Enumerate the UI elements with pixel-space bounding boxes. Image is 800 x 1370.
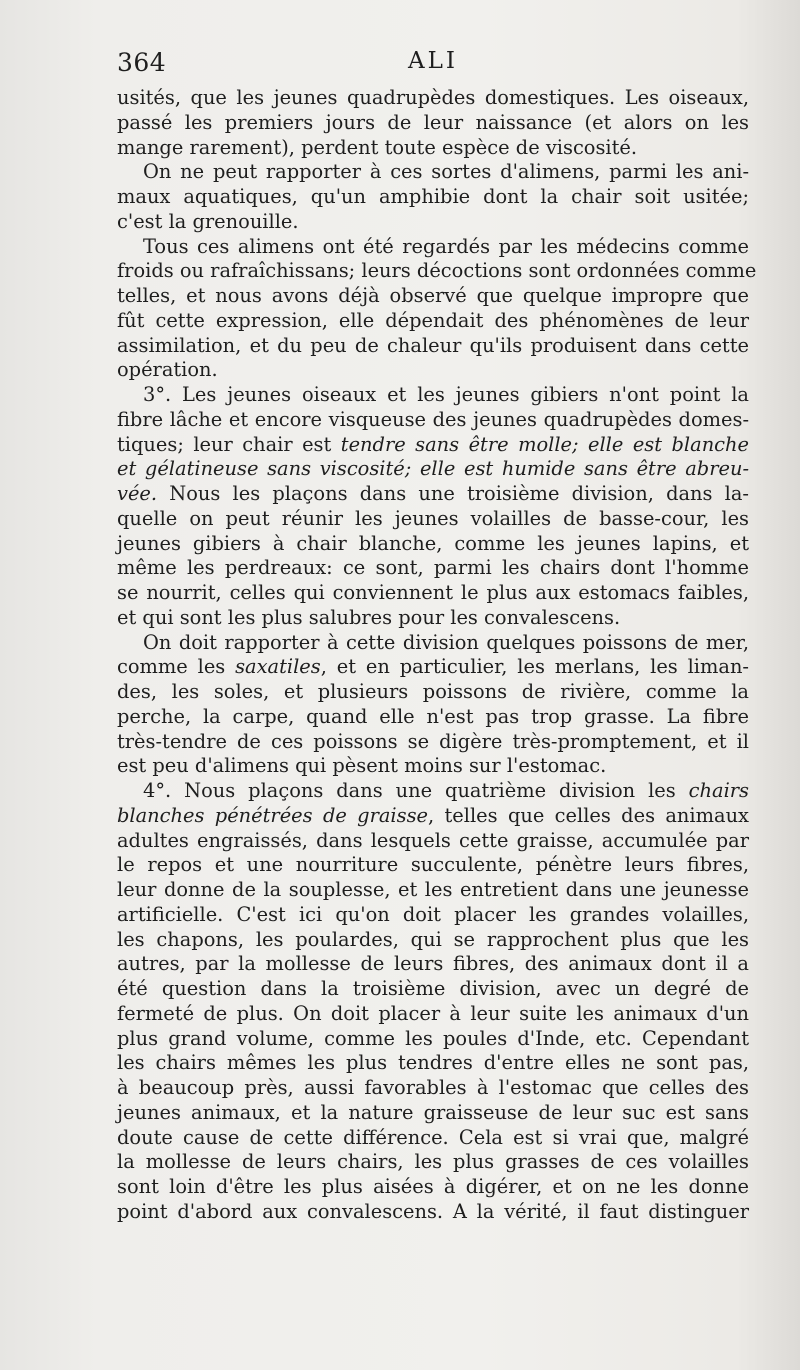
text-line: et qui sont les plus salubres pour les convalescens. xyxy=(117,605,621,629)
text-run: comme les xyxy=(117,655,236,679)
text-line: fermeté de plus. On doit placer à leur suite les animaux d'un xyxy=(117,1001,749,1025)
text-line: des, les soles, et plusieurs poissons de rivière, comme la xyxy=(117,680,749,703)
text-run: Nous les plaçons dans une troisième division, dans la- xyxy=(157,482,749,505)
text-line: à beaucoup près, aussi favorables à l'estomac que celles des xyxy=(117,1076,749,1099)
page-header xyxy=(117,48,749,82)
text-run: tiques; leur chair est xyxy=(117,432,341,456)
text-line: On doit rapporter à cette division quelques poissons de mer, xyxy=(143,630,749,654)
italic-run: vée. xyxy=(117,482,158,505)
text-line: c'est la grenouille. xyxy=(117,209,299,233)
text-line: jeunes animaux, et la nature graisseuse de leur suc est sans xyxy=(117,1100,749,1124)
text-line: très-tendre de ces poissons se digère très-promptement, et il xyxy=(117,729,749,753)
italic-run: chairs xyxy=(688,779,749,802)
text-line: telles, et nous avons déjà observé que quelque impropre que xyxy=(117,284,749,307)
text-line: jeunes gibiers à chair blanche, comme les jeunes lapins, et xyxy=(117,531,749,555)
text-run: 4°. Nous plaçons dans une quatrième division les xyxy=(143,779,689,802)
text-line: artificielle. C'est ici qu'on doit placer les grandes volailles, xyxy=(117,902,749,926)
text-line: les chairs mêmes les plus tendres d'entre elles ne sont pas, xyxy=(117,1051,749,1075)
italic-run: blanches pénétrées de graisse xyxy=(117,803,428,827)
text-line: sont loin d'être les plus aisées à digérer, et on ne les donne xyxy=(117,1175,749,1198)
body-text xyxy=(117,86,757,1225)
text-line: 3°. Les jeunes oiseaux et les jeunes gibiers n'ont point la xyxy=(143,383,749,406)
text-run: , et en particulier, les merlans, les liman- xyxy=(320,655,749,679)
italic-run: tendre sans être molle; elle est blanche xyxy=(340,432,750,456)
italic-run: et gélatineuse sans viscosité; elle est humide sans être abreu- xyxy=(117,457,749,481)
text-line xyxy=(117,482,749,507)
text-line: se nourrit, celles qui conviennent le plus aux estomacs faibles, xyxy=(117,581,749,604)
text-line: le repos et une nourriture succulente, pénètre leurs fibres, xyxy=(117,853,749,877)
text-run: , telles que celles des animaux xyxy=(428,803,749,827)
text-line: doute cause de cette différence. Cela est si vrai que, malgré xyxy=(117,1125,749,1149)
text-line: plus grand volume, comme les poules d'Inde, etc. Cependant xyxy=(117,1026,749,1050)
text-line xyxy=(117,779,749,804)
text-line: les chapons, les poulardes, qui se rapprochent plus que les xyxy=(117,927,749,951)
text-line xyxy=(117,655,749,680)
text-line: maux aquatiques, qu'un amphibie dont la chair soit usitée; xyxy=(117,185,749,208)
text-line: fibre lâche et encore visqueuse des jeunes quadrupèdes domes- xyxy=(117,407,749,431)
text-line: même les perdreaux: ce sont, parmi les chairs dont l'homme xyxy=(117,556,749,580)
text-line: la mollesse de leurs chairs, les plus grasses de ces volailles xyxy=(117,1150,749,1174)
text-line: On ne peut rapporter à ces sortes d'alimens, parmi les ani- xyxy=(143,160,749,184)
text-line: leur donne de la souplesse, et les entretient dans une jeunesse xyxy=(117,878,749,901)
text-line: quelle on peut réunir les jeunes volailles de basse-cour, les xyxy=(117,506,749,530)
text-line xyxy=(117,804,749,829)
text-line: est peu d'alimens qui pèsent moins sur l'estomac. xyxy=(117,754,607,778)
text-line xyxy=(117,457,749,482)
text-line: été question dans la troisième division, avec un degré de xyxy=(117,977,749,1000)
text-line: assimilation, et du peu de chaleur qu'ils produisent dans cette xyxy=(117,333,749,357)
text-line: point d'abord aux convalescens. A la vérité, il faut distinguer xyxy=(117,1199,749,1223)
text-line: opération. xyxy=(117,358,218,382)
text-line: fût cette expression, elle dépendait des phénomènes de leur xyxy=(117,308,749,332)
text-line: usités, que les jeunes quadrupèdes domestiques. Les oiseaux, xyxy=(117,86,749,109)
text-line: Tous ces alimens ont été regardés par les médecins comme xyxy=(143,234,749,258)
text-line: perche, la carpe, quand elle n'est pas trop grasse. La fibre xyxy=(117,704,749,728)
italic-run: saxatiles xyxy=(235,655,321,679)
text-line xyxy=(117,433,749,458)
text-line: froids ou rafraîchissans; leurs décoctions sont ordonnées comme xyxy=(117,259,757,283)
text-line: adultes engraissés, dans lesquels cette graisse, accumulée par xyxy=(117,828,749,852)
text-line: mange rarement), perdent toute espèce de viscosité. xyxy=(117,135,638,159)
text-line: autres, par la mollesse de leurs fibres, des animaux dont il a xyxy=(117,952,749,976)
running-head: ALI xyxy=(408,48,458,74)
text-line: passé les premiers jours de leur naissance (et alors on les xyxy=(117,110,749,134)
page-number: 364 xyxy=(117,48,167,77)
